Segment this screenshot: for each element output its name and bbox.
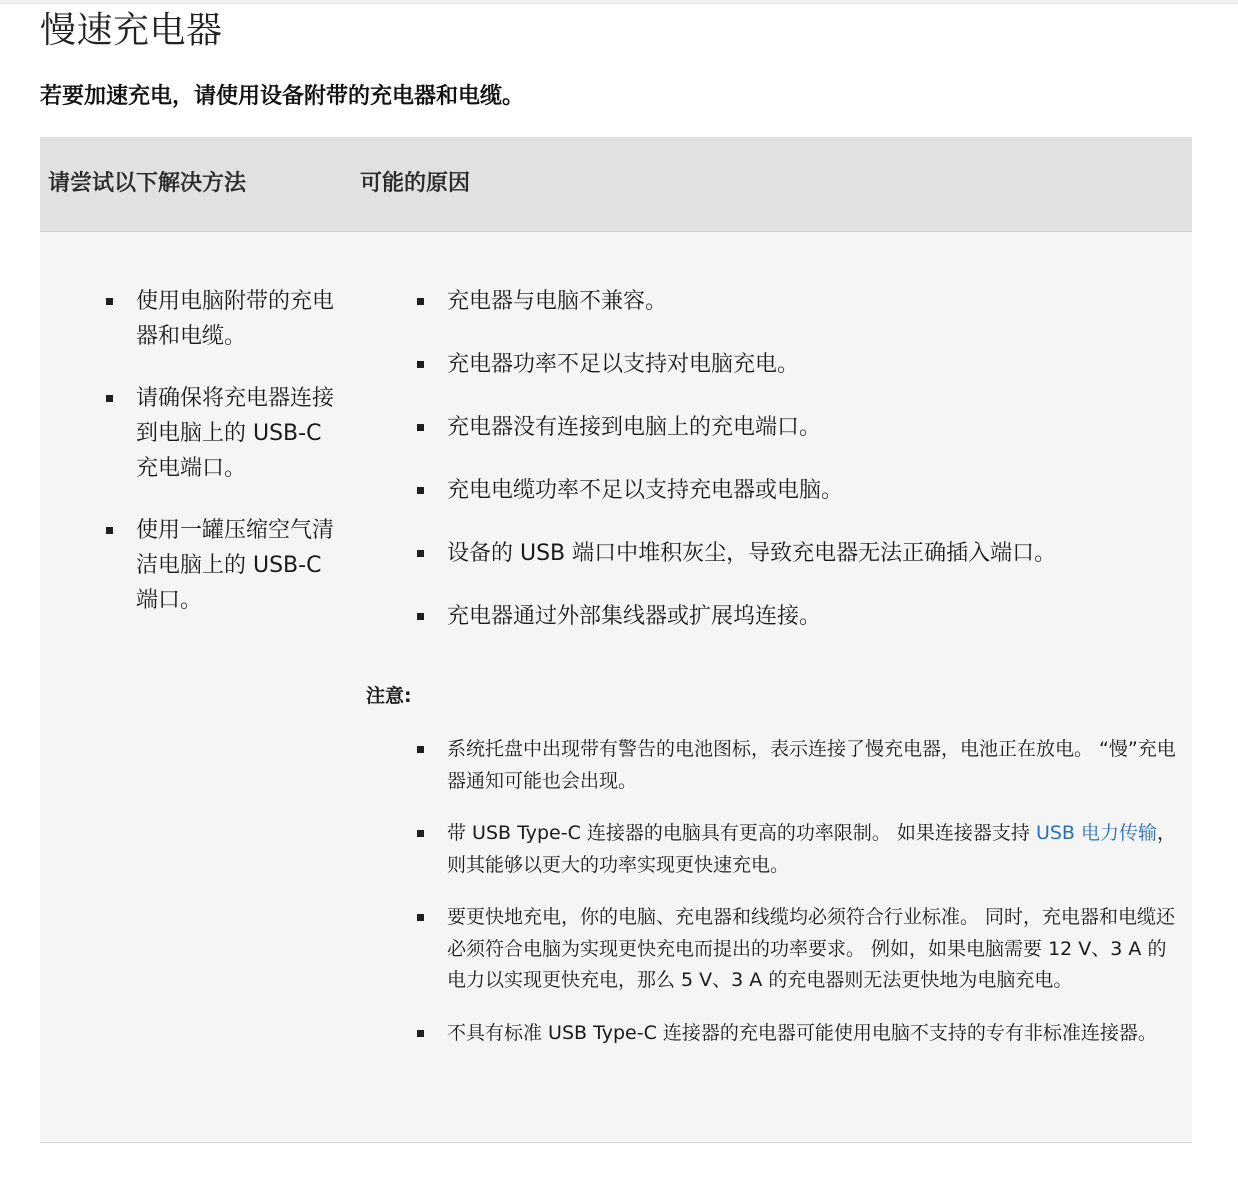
square-bullet-icon	[417, 830, 424, 837]
list-item: 要更快地充电，你的电脑、充电器和线缆均必须符合行业标准。 同时，充电器和电缆还必须符合电脑为实现更快充电而提出的功率要求。 例如，如果电脑需要 12 V、3 A 的电力以实现更快充电，那么 5 V、3 A 的充电器则无法更快地为电脑充电。	[447, 902, 1177, 997]
note-label: 注意:	[366, 685, 412, 707]
list-item: 使用一罐压缩空气清洁电脑上的 USB-C 端口。	[136, 513, 336, 618]
list-item: 不具有标准 USB Type-C 连接器的充电器可能使用电脑不支持的专有非标准连接器。	[447, 1018, 1177, 1050]
intro-text: 若要加速充电，请使用设备附带的充电器和电缆。	[40, 84, 525, 109]
square-bullet-icon	[417, 613, 424, 620]
list-item: 充电器通过外部集线器或扩展坞连接。	[447, 599, 1187, 634]
list-item: 充电电缆功率不足以支持充电器或电脑。	[447, 473, 1187, 508]
causes-list	[447, 284, 1187, 662]
page-title: 慢速充电器	[40, 10, 223, 51]
list-item: 请确保将充电器连接到电脑上的 USB-C 充电端口。	[136, 381, 336, 486]
square-bullet-icon	[106, 395, 113, 402]
square-bullet-icon	[417, 361, 424, 368]
top-divider	[0, 0, 1238, 4]
list-item: 系统托盘中出现带有警告的电池图标，表示连接了慢充电器，电池正在放电。 “慢”充电器通知可能也会出现。	[447, 734, 1177, 797]
header-causes: 可能的原因	[360, 171, 471, 196]
list-item: 充电器功率不足以支持对电脑充电。	[447, 347, 1187, 382]
notes-list	[447, 734, 1177, 1070]
usb-power-delivery-link[interactable]: USB 电力传输	[1035, 822, 1158, 844]
list-item: 充电器没有连接到电脑上的充电端口。	[447, 410, 1187, 445]
troubleshoot-table	[40, 137, 1192, 1143]
list-item: 设备的 USB 端口中堆积灰尘，导致充电器无法正确插入端口。	[447, 536, 1187, 571]
square-bullet-icon	[417, 1030, 424, 1037]
square-bullet-icon	[417, 298, 424, 305]
square-bullet-icon	[417, 487, 424, 494]
square-bullet-icon	[106, 527, 113, 534]
square-bullet-icon	[417, 914, 424, 921]
solutions-list	[136, 284, 336, 645]
list-item: 使用电脑附带的充电器和电缆。	[136, 284, 336, 354]
list-item: 带 USB Type-C 连接器的电脑具有更高的功率限制。 如果连接器支持 USB 电力传输，则其能够以更大的功率实现更快速充电。	[447, 818, 1177, 881]
list-item: 充电器与电脑不兼容。	[447, 284, 1187, 319]
header-solutions: 请尝试以下解决方法	[48, 171, 247, 196]
square-bullet-icon	[417, 424, 424, 431]
square-bullet-icon	[417, 746, 424, 753]
table-header	[40, 137, 1192, 232]
square-bullet-icon	[417, 550, 424, 557]
square-bullet-icon	[106, 298, 113, 305]
